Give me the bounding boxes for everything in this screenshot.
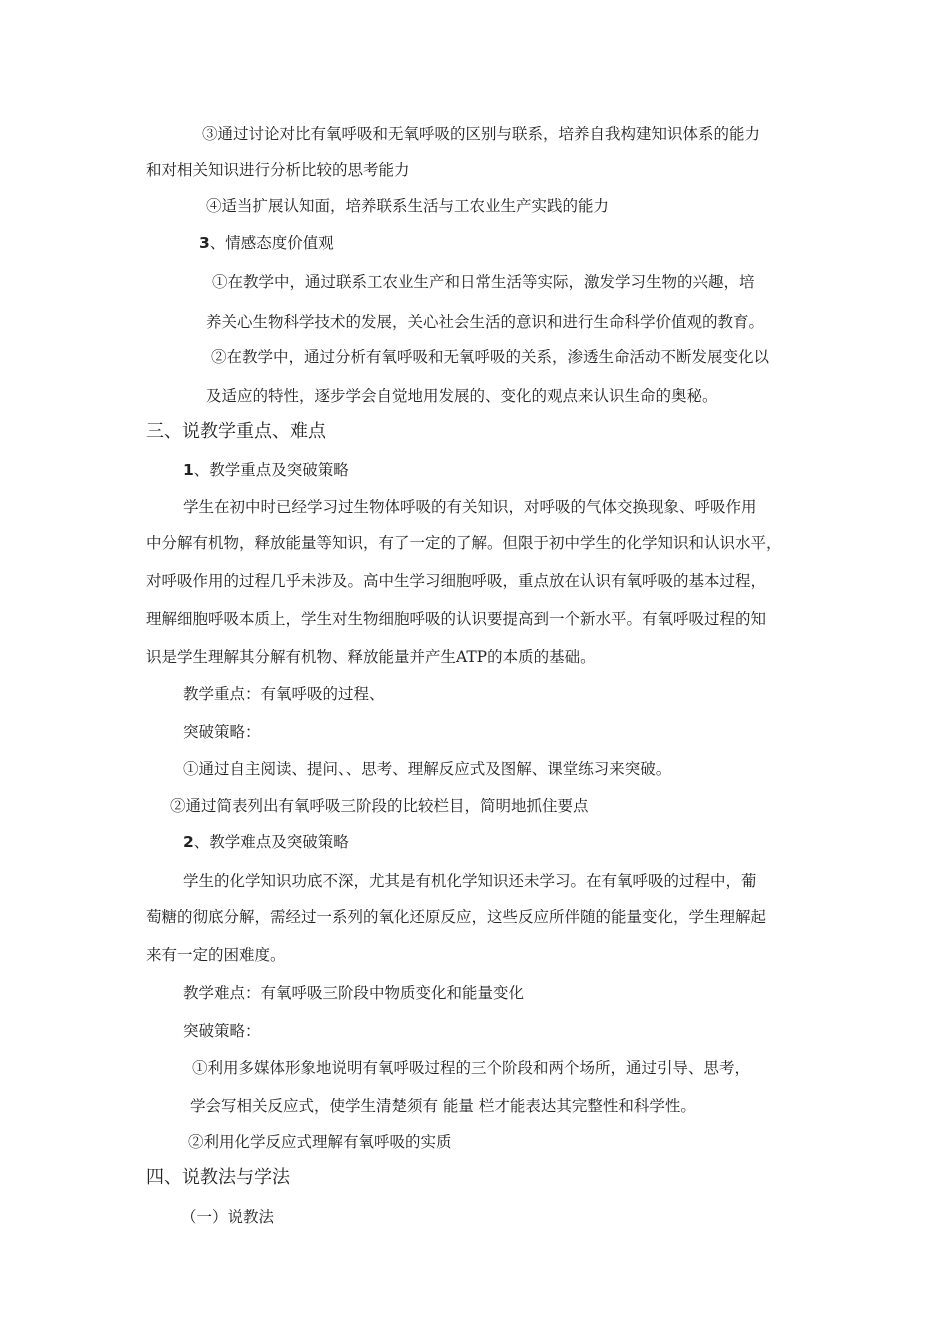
text-line: 来有一定的困难度。 — [146, 946, 286, 964]
heading-text: 、教学难点及突破策略 — [193, 833, 349, 851]
text-line: 学会写相关反应式，使学生清楚须有 能量 栏才能表达其完整性和科学性。 — [190, 1097, 696, 1115]
heading-text: 、教学重点及突破策略 — [193, 461, 349, 479]
text-line: 及适应的特性，逐步学会自觉地用发展的、变化的观点来认识生命的奥秘。 — [206, 387, 718, 405]
text-line: ②通过简表列出有氧呼吸三阶段的比较栏目，简明地抓住要点 — [170, 797, 589, 815]
text-line: ④适当扩展认知面，培养联系生活与工农业生产实践的能力 — [206, 197, 610, 215]
text-line: 对呼吸作用的过程几乎未涉及。高中生学习细胞呼吸，重点放在认识有氧呼吸的基本过程， — [146, 572, 767, 590]
heading-text: 、情感态度价值观 — [209, 234, 334, 252]
section-heading-3: 三、说教学重点、难点 — [146, 421, 326, 442]
text-line: 中分解有机物，释放能量等知识，有了一定的了解。但限于初中学生的化学知识和认识水平， — [146, 534, 782, 552]
subheading-difficulties — [183, 832, 349, 852]
text-line: 学生的化学知识功底不深，尤其是有机化学知识还未学习。在有氧呼吸的过程中，葡 — [183, 872, 757, 890]
text-line: ③通过讨论对比有氧呼吸和无氧呼吸的区别与联系，培养自我构建知识体系的能力 — [202, 125, 761, 143]
heading-number: 2 — [183, 833, 194, 851]
heading-number: 3 — [199, 234, 210, 252]
section-heading-4: 四、说教法与学法 — [146, 1167, 290, 1188]
text-line: 教学难点：有氧呼吸三阶段中物质变化和能量变化 — [183, 984, 525, 1002]
text-line: 理解细胞呼吸本质上，学生对生物细胞呼吸的认识要提高到一个新水平。有氧呼吸过程的知 — [146, 610, 767, 628]
text-line: ②在教学中，通过分析有氧呼吸和无氧呼吸的关系，渗透生命活动不断发展变化以 — [211, 348, 770, 366]
text-line: 突破策略： — [183, 1022, 261, 1040]
text-line: （一）说教法 — [181, 1208, 275, 1226]
subheading-attitudes — [199, 233, 334, 253]
text-line: 养关心生物科学技术的发展，关心社会生活的意识和进行生命科学价值观的教育。 — [206, 313, 765, 331]
text-line: 教学重点：有氧呼吸的过程、 — [183, 685, 385, 703]
heading-number: 1 — [183, 461, 194, 479]
text-line: ①在教学中，通过联系工农业生产和日常生活等实际，激发学习生物的兴趣，培 — [212, 273, 755, 291]
text-line: 萄糖的彻底分解，需经过一系列的氧化还原反应，这些反应所伴随的能量变化，学生理解起 — [146, 908, 767, 926]
text-line: ①利用多媒体形象地说明有氧呼吸过程的三个阶段和两个场所，通过引导、思考， — [192, 1059, 751, 1077]
text-line: 识是学生理解其分解有机物、释放能量并产生ATP的本质的基础。 — [146, 648, 596, 666]
subheading-key-points — [183, 460, 349, 480]
text-line: 学生在初中时已经学习过生物体呼吸的有关知识，对呼吸的气体交换现象、呼吸作用 — [183, 498, 757, 516]
text-line: ①通过自主阅读、提问、、思考、理解反应式及图解、课堂练习来突破。 — [183, 760, 672, 778]
text-line: ②利用化学反应式理解有氧呼吸的实质 — [188, 1133, 452, 1151]
text-line: 和对相关知识进行分析比较的思考能力 — [146, 161, 410, 179]
text-line: 突破策略： — [183, 723, 261, 741]
